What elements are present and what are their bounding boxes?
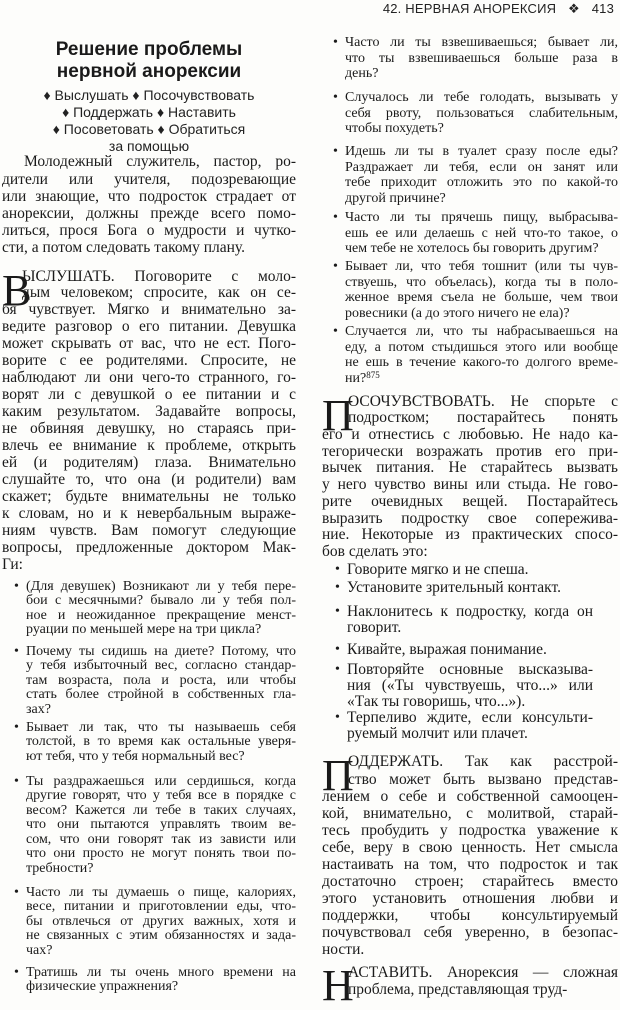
drop-cap: Н: [322, 961, 354, 1010]
text-line: [345, 241, 618, 257]
line-text: сти, а потом следовать такому плану.: [2, 239, 245, 257]
bullet-icon: •: [335, 662, 340, 678]
line-text: дым человеком; спросите, как он се-: [22, 284, 296, 302]
text-line: [345, 90, 618, 106]
line-text: тесь пробудить у подростка уважение к: [322, 821, 618, 839]
line-text: может скрывать от вас, что не ест. Пого-: [2, 335, 296, 353]
text-line: [322, 410, 618, 427]
line-text: не связанных с этим обязанностях и зада-: [26, 928, 296, 944]
line-text: не обвиняя девушку, но стараясь при-: [2, 420, 296, 438]
drop-cap: П: [322, 391, 354, 441]
intro-paragraph: [2, 153, 296, 256]
text-line: [26, 966, 296, 981]
text-line: [322, 981, 618, 998]
question-item: [333, 35, 618, 82]
text-line: [2, 523, 296, 540]
line-text: ниям чувств. Вам помогут следующие: [2, 521, 296, 539]
text-line: [345, 175, 618, 191]
bullet-icon: •: [335, 642, 340, 658]
tip-item: [335, 579, 593, 597]
line-text: другие говорят, что у тебя все в порядке с: [26, 788, 296, 804]
line-text: ние. Некоторые из практических спосо-: [322, 526, 618, 544]
text-line: [26, 580, 296, 595]
line-text: вопросы, предложенные доктором Мак-: [2, 538, 296, 556]
text-line: [26, 818, 296, 833]
line-text: ♦ Выслушать ♦ Посочувствовать: [43, 86, 255, 103]
running-title: 42. НЕРВНАЯ АНОРЕКСИЯ: [382, 1, 557, 16]
bullet-icon: •: [333, 90, 338, 106]
text-line: [345, 290, 618, 306]
text-line: [345, 160, 618, 176]
text-line: [2, 153, 296, 170]
text-line: [26, 980, 296, 995]
ornament-icon: ❖: [568, 1, 580, 16]
text-line: [322, 444, 618, 461]
line-text: ворите с ее родителями. Спросите, не: [2, 352, 296, 370]
text-line: [26, 703, 296, 718]
bullet-icon: •: [14, 578, 19, 594]
page-number: 413: [591, 1, 614, 16]
line-text: Молодежный служитель, пастор, ро-: [24, 153, 296, 171]
support-paragraph: [322, 753, 618, 958]
text-line: [345, 275, 618, 291]
line-text: влечь ее внимание к проблеме, открыть: [2, 437, 296, 455]
line-text: скажет; будьте внимательны не только: [2, 487, 296, 505]
line-text: тебе приходит отложить это по какой-то: [345, 175, 618, 191]
text-line: [322, 511, 618, 528]
line-text: бя чувствует. Мягко и внимательно за-: [2, 301, 296, 319]
line-text: зах?: [26, 701, 51, 717]
line-text: нервной анорексии: [56, 61, 242, 82]
text-line: [347, 678, 593, 694]
text-line: [347, 710, 593, 726]
text-line: [26, 775, 296, 790]
text-line: [2, 61, 296, 83]
text-line: [345, 191, 618, 207]
text-line: [2, 302, 296, 319]
text-line: [347, 604, 593, 620]
line-text: проблема, представляющая труд-: [348, 980, 568, 998]
line-text: подростком; постарайтесь понять: [348, 409, 618, 427]
text-line: [2, 319, 296, 336]
text-line: [2, 104, 296, 121]
text-line: [347, 662, 593, 678]
question-item: [333, 259, 618, 321]
text-line: [2, 557, 296, 574]
text-line: [2, 438, 296, 455]
text-line: [322, 394, 618, 411]
line-text: ния («Ты чувствуешь, что...» или: [347, 676, 593, 694]
line-text: АСТАВИТЬ. Анорексия — сложная: [348, 963, 618, 981]
text-line: [2, 188, 296, 205]
text-line: [2, 387, 296, 404]
line-text: чтобы похудеть?: [345, 121, 444, 137]
line-text: бов сделать это:: [322, 542, 428, 560]
text-line: [345, 51, 618, 67]
line-text: физические упражнения?: [26, 979, 179, 995]
text-line: [26, 789, 296, 804]
line-text: рите очевидных вещей. Постарайтесь: [322, 492, 618, 510]
tip-item: [335, 709, 593, 742]
bullet-icon: •: [14, 719, 19, 735]
text-line: [2, 506, 296, 523]
bullet-icon: •: [333, 35, 338, 51]
line-text: себе, веру в свою ценность. Нет смысла: [322, 838, 618, 856]
line-text: тегорически возражать против его при-: [322, 442, 618, 460]
text-line: [347, 726, 593, 742]
text-line: [26, 915, 296, 930]
line-text: толстой, в то время как остальные уверя-: [26, 734, 296, 750]
text-line: [2, 472, 296, 489]
line-text: анорексии, должны прежде всего помо-: [2, 205, 296, 222]
text-line: [26, 609, 296, 624]
text-line: [2, 138, 296, 155]
line-text: Раздражает ли тебя, если он занят или: [345, 159, 618, 175]
line-text: что они пытаются управлять твоим ве-: [26, 817, 296, 833]
text-line: [345, 340, 618, 356]
text-line: [322, 427, 618, 444]
line-text: Почему ты сидишь на диете? Потому, что: [26, 643, 296, 659]
line-text: бы отвлечься от других важных, хотя и: [26, 913, 296, 929]
text-line: [322, 805, 618, 822]
text-line: [322, 873, 618, 890]
line-text: ешь ее или делаешь с ней что-то такое, о: [345, 225, 618, 241]
line-text: бои с месячными? бывало ли у тебя пол-: [26, 593, 296, 609]
bullet-icon: •: [335, 562, 340, 578]
line-text: ное и неожиданное прекращение менст-: [26, 607, 296, 623]
line-text: кой, внимательно, с молитвой, старай-: [322, 804, 618, 822]
text-line: [345, 355, 618, 371]
text-line: [2, 404, 296, 421]
text-line: [345, 371, 618, 387]
text-line: [26, 886, 296, 901]
text-line: [26, 688, 296, 703]
bullet-icon: •: [333, 259, 338, 275]
line-text: руации по меньшей мере на три цикла?: [26, 622, 262, 638]
line-text: Случается ли, что ты набрасываешься на: [345, 324, 618, 340]
text-line: [345, 35, 618, 51]
line-text: ОСОЧУВСТВОВАТЬ. Не спорьте с: [348, 392, 618, 410]
text-line: [2, 540, 296, 557]
text-line: [26, 645, 296, 660]
line-text: там возраста, пола и роста, или чтобы: [26, 672, 296, 688]
text-line: [322, 460, 618, 477]
line-text: ОДДЕРЖАТЬ. Так как расстрой-: [348, 753, 618, 771]
text-line: [345, 306, 618, 322]
tip-item: [335, 561, 593, 579]
line-text: чем тебе не хотелось бы говорить другим?: [345, 241, 599, 257]
text-line: [26, 847, 296, 862]
line-text: Установите зрительный контакт.: [347, 579, 561, 597]
line-text: ей (и родителям) глаза. Внимательно: [2, 454, 296, 471]
text-line: [26, 674, 296, 689]
line-text: каким результатом. Задавайте вопросы,: [2, 403, 296, 421]
text-line: [2, 370, 296, 387]
line-text: к словам, но и к невербальным выраже-: [2, 504, 296, 522]
question-item: [14, 578, 296, 638]
line-text: Случалось ли тебе голодать, вызывать у: [345, 90, 618, 106]
tip-item: [335, 641, 593, 659]
text-line: [26, 721, 296, 736]
text-line: [322, 907, 618, 924]
line-text: что они просто не могут понять твои по-: [26, 846, 296, 862]
line-text: ♦ Посоветовать ♦ Обратиться: [52, 120, 246, 137]
tip-item: [335, 661, 593, 710]
line-text: поддержки, чтобы консультируемый: [322, 907, 618, 925]
line-text: что ты взвешиваешься больше раза в: [345, 50, 618, 66]
text-line: [26, 623, 296, 638]
text-line: [322, 477, 618, 494]
text-line: [322, 839, 618, 856]
text-line: [347, 620, 593, 636]
line-text: ♦ Поддержать ♦ Наставить: [62, 103, 236, 120]
line-text: чах?: [26, 942, 53, 958]
line-text: за помощью: [108, 137, 190, 154]
line-text: у тебя избыточный вес, согласно стандар-: [26, 658, 296, 674]
text-line: [26, 929, 296, 944]
sympathize-paragraph: [322, 391, 618, 561]
line-text: ведите разговор о его питании. Девушка: [2, 318, 296, 336]
text-line: [26, 862, 296, 877]
line-text: Часто ли ты взвешиваешься; бывает ли,: [345, 35, 618, 51]
line-text: стать более стройной в собственных гла-: [26, 687, 296, 703]
text-line: [2, 222, 296, 239]
bullet-icon: •: [335, 580, 340, 596]
question-item: [333, 144, 618, 206]
text-line: [2, 121, 296, 138]
line-text: Тратишь ли ты очень много времени на: [26, 964, 296, 980]
line-text: выразить подростку свое сопережива-: [322, 509, 618, 527]
text-line: [322, 924, 618, 941]
line-text: наблюдают ли они чего-то странного, го-: [2, 369, 296, 387]
bullet-icon: •: [333, 324, 338, 340]
text-line: [26, 594, 296, 609]
line-text: руемый молчит или плачет.: [347, 724, 528, 742]
text-line: [345, 106, 618, 122]
section-subtitle: [2, 87, 296, 155]
line-text: день?: [345, 66, 379, 82]
bullet-icon: •: [14, 773, 19, 789]
text-line: [322, 527, 618, 544]
line-text: (Для девушек) Возникают ли у тебя пере-: [26, 578, 296, 594]
bullet-icon: •: [333, 144, 338, 160]
question-item: [333, 210, 618, 257]
bullet-icon: •: [335, 604, 340, 620]
text-line: [2, 39, 296, 61]
line-text: Бывает ли так, что ты называешь себя: [26, 719, 296, 735]
text-line: [2, 269, 296, 286]
text-line: [322, 788, 618, 805]
line-text: говорит.: [347, 618, 402, 636]
text-line: [347, 642, 593, 658]
line-text: Часто ли ты прячешь пищу, выбрасыва-: [345, 210, 618, 226]
question-item: [14, 643, 296, 718]
text-line: [26, 944, 296, 959]
line-text: ни?: [345, 370, 367, 386]
bullet-icon: •: [14, 643, 19, 659]
line-text: Ги:: [2, 555, 23, 573]
line-text: не ешь в течение какого-то долгого време-: [345, 355, 618, 371]
line-text: его и отнестись с любовью. Не надо ка-: [322, 426, 618, 444]
line-text: или знающие, что подросток страдает от: [2, 187, 296, 205]
line-text: Бывает ли, что тебя тошнит (или ты чув-: [345, 259, 618, 275]
footnote-ref: 875: [366, 369, 380, 380]
text-line: [347, 580, 593, 596]
line-text: Ты раздражаешься или сердишься, когда: [26, 773, 296, 789]
question-item: [14, 719, 296, 765]
bullet-icon: •: [14, 964, 19, 980]
text-line: [322, 544, 618, 561]
text-line: [26, 833, 296, 848]
line-text: у него чувство вины или стыда. Не гово-: [322, 476, 618, 494]
text-line: [345, 66, 618, 82]
line-text: сом, что они говорят так из зависти или: [26, 831, 296, 847]
line-text: настаивать на том, что подросток и так: [322, 856, 618, 873]
text-line: [347, 694, 593, 710]
drop-cap: П: [322, 751, 354, 801]
text-line: [345, 226, 618, 242]
text-line: [2, 285, 296, 302]
text-line: [345, 259, 618, 275]
question-item: [333, 90, 618, 137]
listen-paragraph: [2, 266, 296, 574]
text-line: [2, 205, 296, 222]
text-line: [26, 804, 296, 819]
instruct-paragraph: [322, 961, 618, 1010]
line-text: Наклонитесь к подростку, когда он: [347, 603, 593, 621]
line-text: себя рвоту, пользоваться слабительным,: [345, 105, 618, 121]
text-line: [2, 353, 296, 370]
line-text: Терпеливо ждите, если консульти-: [347, 709, 593, 727]
text-line: [2, 336, 296, 353]
text-line: [322, 822, 618, 839]
text-line: [2, 171, 296, 188]
running-header: [375, 0, 614, 18]
line-text: литься, прося Бога о мудрости и чутко-: [2, 222, 296, 240]
line-text: дители или учителя, подозревающие: [2, 170, 296, 188]
line-text: ровесники (а до этого ничего не ела)?: [345, 305, 570, 321]
line-text: еду, а потом стыдишься этого или вообще: [345, 339, 618, 355]
text-line: [2, 239, 296, 256]
line-text: ство может быть вызвано представ-: [348, 770, 618, 788]
line-text: почувствовал себя уверенно, в безопас-: [322, 924, 618, 942]
line-text: Кивайте, выражая понимание.: [347, 641, 547, 659]
line-text: Идешь ли ты в туалет сразу после еды?: [345, 144, 618, 160]
line-text: Часто ли ты думаешь о пище, калориях,: [26, 884, 296, 900]
line-text: ствуешь, что объелась), когда ты в поло-: [345, 274, 618, 290]
text-line: [345, 210, 618, 226]
line-text: Решение проблемы: [55, 39, 243, 60]
question-item: [14, 884, 296, 959]
line-text: весе, питании и приготовлении еды, что-: [26, 899, 296, 915]
text-line: [322, 494, 618, 511]
text-line: [322, 771, 618, 788]
question-item: [333, 324, 618, 386]
line-text: «Так ты говоришь, что...»).: [347, 692, 526, 710]
text-line: [322, 890, 618, 907]
line-text: весом? Кажется ли тебе в таких случаях,: [26, 802, 296, 818]
bullet-icon: •: [335, 710, 340, 726]
text-line: [26, 659, 296, 674]
line-text: женное время съела не больше, чем твои: [345, 290, 618, 306]
chapter-section-title: [2, 39, 296, 83]
text-line: [322, 856, 618, 873]
text-line: [26, 735, 296, 750]
text-line: [2, 87, 296, 104]
text-line: [26, 900, 296, 915]
text-line: [2, 421, 296, 438]
line-text: этого установить отношения любви и: [322, 890, 618, 908]
question-item: [14, 773, 296, 877]
text-line: [322, 753, 618, 770]
drop-cap: В: [2, 266, 32, 316]
line-text: ворят ли с девушкой о ее питании и с: [2, 386, 296, 404]
line-text: слушайте то, что она (и родители) вам: [2, 470, 296, 488]
bullet-icon: •: [14, 884, 19, 900]
line-text: ности.: [322, 941, 365, 959]
line-text: Повторяйте основные высказыва-: [347, 661, 593, 679]
text-line: [345, 121, 618, 137]
bullet-icon: •: [333, 210, 338, 226]
line-text: достаточно строен; старайтесь вместо: [322, 873, 618, 891]
line-text: другой причине?: [345, 190, 446, 206]
line-text: лением о себе и собственной самооцен-: [322, 787, 618, 805]
line-text: Говорите мягко и не спеша.: [347, 561, 529, 579]
text-line: [347, 562, 593, 578]
text-line: [2, 489, 296, 506]
line-text: ЫСЛУШАТЬ. Поговорите с моло-: [22, 267, 296, 285]
text-line: [322, 964, 618, 981]
text-line: [345, 324, 618, 340]
text-line: [26, 750, 296, 765]
question-item: [14, 964, 296, 995]
text-line: [345, 144, 618, 160]
line-text: требности?: [26, 860, 94, 876]
line-text: ют тебя, что у тебя нормальный вес?: [26, 748, 245, 764]
text-line: [2, 455, 296, 472]
line-text: вычек питания. Не старайтесь вызвать: [322, 459, 618, 477]
tip-item: [335, 603, 593, 636]
text-line: [322, 941, 618, 958]
